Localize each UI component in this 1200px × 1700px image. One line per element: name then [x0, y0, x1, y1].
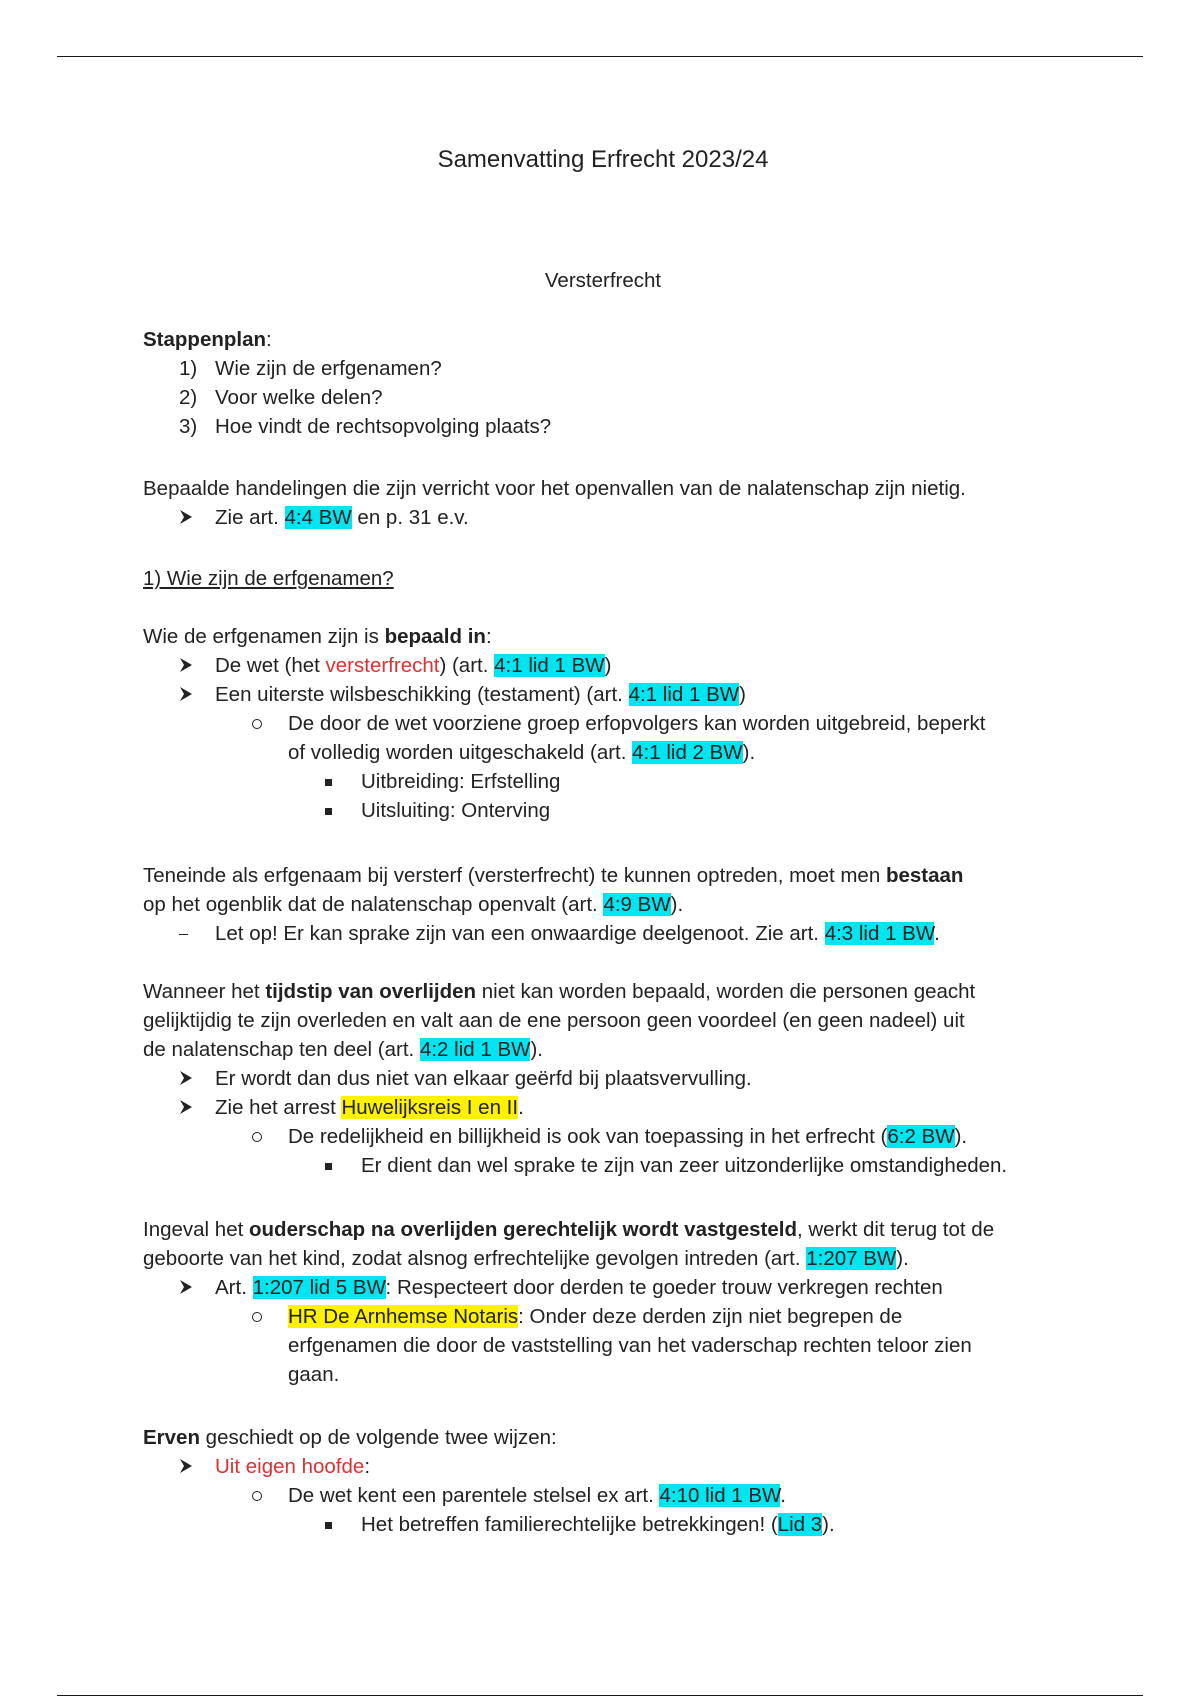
law-reference: 4:1 lid 1 BW — [494, 654, 605, 677]
list-item: Zie het arrest Huwelijksreis I en II. — [143, 1093, 1063, 1122]
law-reference: 1:207 lid 5 BW — [252, 1276, 386, 1299]
paragraph: Wanneer het tijdstip van overlijden niet kan worden bepaald, worden die personen geacht gelijktijdig te zijn overleden en valt aan de ene persoon geen voordeel (en geen nadeel) uit de nalatenschap ten deel (art. 4:2 lid 1 BW). — [143, 980, 976, 1061]
paragraph: Wie de erfgenamen zijn is bepaald in: — [143, 625, 492, 648]
dash-bullet-icon — [179, 934, 188, 935]
arrow-bullet-icon — [179, 1458, 193, 1474]
highlight-term: versterfrecht — [325, 654, 440, 677]
circle-bullet-icon — [252, 1132, 262, 1142]
paragraph: Erven geschiedt op de volgende twee wijzen: — [143, 1426, 557, 1449]
law-reference: 4:4 BW — [284, 506, 352, 529]
case-reference: HR De Arnhemse Notaris — [288, 1305, 519, 1328]
list-item: Een uiterste wilsbeschikking (testament) (art. 4:1 lid 1 BW) — [143, 680, 1063, 709]
circle-bullet-icon — [252, 1312, 262, 1322]
erven-block — [143, 1423, 1063, 1539]
list-item: 3) Hoe vindt de rechtsopvolging plaats? — [143, 412, 1063, 441]
bestaan-block — [143, 861, 1063, 948]
paragraph: Teneinde als erfgenaam bij versterf (versterfrecht) te kunnen optreden, moet men bestaan op het ogenblik dat de nalatenschap openvalt (art. 4:9 BW). — [143, 864, 964, 916]
bepaald-block — [143, 622, 1063, 825]
square-bullet-icon — [325, 779, 332, 786]
list-number: 2) — [179, 386, 198, 409]
list-item: De wet (het versterfrecht) (art. 4:1 lid 1 BW) — [143, 651, 1063, 680]
bottom-rule — [57, 1695, 1143, 1696]
circle-bullet-icon — [252, 719, 262, 729]
law-reference: 1:207 BW — [806, 1247, 897, 1270]
tijdstip-block — [143, 977, 1063, 1180]
square-bullet-icon — [325, 1163, 332, 1170]
law-reference: 4:1 lid 1 BW — [628, 683, 740, 706]
law-reference: Lid 3 — [777, 1513, 823, 1536]
list-item: HR De Arnhemse Notaris: Onder deze derden zijn niet begrepen de erfgenamen die door de vaststelling van het vaderschap rechten teloor zien gaan. — [143, 1302, 1063, 1389]
list-item: Uit eigen hoofde: — [143, 1452, 1063, 1481]
law-reference: 4:9 BW — [603, 893, 671, 916]
document-title: Samenvatting Erfrecht 2023/24 — [437, 146, 769, 173]
list-item: Uitbreiding: Erfstelling — [143, 767, 1063, 796]
arrow-bullet-icon — [179, 1099, 193, 1115]
list-item: Er wordt dan dus niet van elkaar geërfd bij plaatsvervulling. — [143, 1064, 1063, 1093]
paragraph: Ingeval het ouderschap na overlijden gerechtelijk wordt vastgesteld, werkt dit terug tot de geboorte van het kind, zodat alsnog erfrechtelijke gevolgen intreden (art. 1:207 BW). — [143, 1218, 995, 1270]
list-item: Er dient dan wel sprake te zijn van zeer uitzonderlijke omstandigheden. — [143, 1151, 1063, 1180]
list-item: De wet kent een parentele stelsel ex art. 4:10 lid 1 BW. — [143, 1481, 1063, 1510]
law-reference: 4:3 lid 1 BW — [824, 922, 935, 945]
arrow-bullet-icon — [179, 657, 193, 673]
square-bullet-icon — [325, 808, 332, 815]
list-item: Art. 1:207 lid 5 BW: Respecteert door derden te goeder trouw verkregen rechten — [143, 1273, 1063, 1302]
list-item: Zie art. 4:4 BW en p. 31 e.v. — [143, 503, 1063, 532]
law-reference: 4:10 lid 1 BW — [659, 1484, 781, 1507]
section-heading-block — [143, 564, 1063, 593]
law-reference: 6:2 BW — [887, 1125, 955, 1148]
ouderschap-block — [143, 1215, 1063, 1389]
paragraph: Bepaalde handelingen die zijn verricht voor het openvallen van de nalatenschap zijn nietig. — [143, 477, 966, 500]
list-item: De redelijkheid en billijkheid is ook van toepassing in het erfrecht (6:2 BW). — [143, 1122, 1063, 1151]
law-reference: 4:1 lid 2 BW — [632, 741, 743, 764]
arrow-bullet-icon — [179, 509, 193, 525]
square-bullet-icon — [325, 1522, 332, 1529]
case-reference: Huwelijksreis I en II — [341, 1096, 519, 1119]
list-number: 1) — [179, 357, 198, 380]
list-item: Let op! Er kan sprake zijn van een onwaardige deelgenoot. Zie art. 4:3 lid 1 BW. — [143, 919, 1063, 948]
section-subtitle: Versterfrecht — [544, 269, 662, 292]
handelingen-block — [143, 474, 1063, 532]
stappenplan-block — [143, 325, 1063, 441]
list-number: 3) — [179, 415, 198, 438]
highlight-term: Uit eigen hoofde — [215, 1455, 365, 1478]
arrow-bullet-icon — [179, 1070, 193, 1086]
list-item: 1) Wie zijn de erfgenamen? — [143, 354, 1063, 383]
section-heading: 1) Wie zijn de erfgenamen? — [143, 567, 394, 590]
top-rule — [57, 56, 1143, 57]
stappenplan-heading: Stappenplan: — [143, 328, 272, 351]
list-item: 2) Voor welke delen? — [143, 383, 1063, 412]
list-item: Het betreffen familierechtelijke betrekkingen! (Lid 3). — [143, 1510, 1063, 1539]
arrow-bullet-icon — [179, 1279, 193, 1295]
law-reference: 4:2 lid 1 BW — [419, 1038, 531, 1061]
list-item: De door de wet voorziene groep erfopvolgers kan worden uitgebreid, beperkt of volledig worden uitgeschakeld (art. 4:1 lid 2 BW). — [143, 709, 1063, 767]
circle-bullet-icon — [252, 1491, 262, 1501]
list-item: Uitsluiting: Onterving — [143, 796, 1063, 825]
arrow-bullet-icon — [179, 686, 193, 702]
